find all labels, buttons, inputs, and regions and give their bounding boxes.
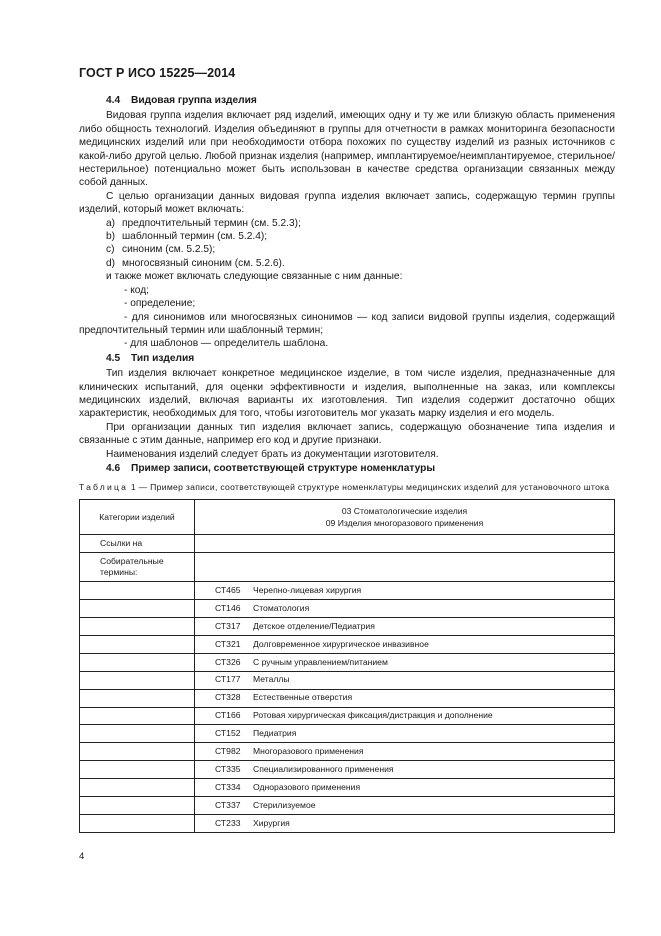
- term-code: СТ334: [215, 781, 241, 792]
- table-cell: [80, 600, 195, 618]
- table-cell: [80, 582, 195, 600]
- table-cell: [195, 671, 615, 689]
- section-title: Видовая группа изделия: [131, 95, 257, 106]
- table-cell: [195, 761, 615, 779]
- table-row: [80, 618, 615, 636]
- term-code: СТ317: [215, 620, 241, 631]
- table-cell: [195, 653, 615, 671]
- list-marker: a): [106, 217, 116, 229]
- dash-item: - определение;: [124, 298, 196, 310]
- table-row: [80, 725, 615, 743]
- table-row: [80, 535, 615, 553]
- term-name: Детское отделение/Педиатрия: [253, 620, 375, 631]
- table-row: [80, 761, 615, 779]
- paragraph: Тип изделия включает конкретное медицинское изделие, в том числе изделия, предназначенные для клинических испытаний, для оценки эффективности и изделия, выполненные на заказ, или комплексы медицинских изделий, включая варианты их изготовления. Тип изделия содержит достаточно общих характеристик, необходимых для того, чтобы изготовитель мог указать марку изделия и его модель.: [79, 368, 615, 420]
- table-row: [80, 553, 615, 582]
- table-header-left: Категории изделий: [80, 500, 195, 535]
- table-cell: [80, 779, 195, 797]
- table-row: [80, 600, 615, 618]
- table-row: [80, 635, 615, 653]
- term-name: Стерилизуемое: [253, 799, 316, 810]
- paragraph: и также может включать следующие связанные с ним данные:: [106, 271, 403, 283]
- paragraph: Видовая группа изделия включает ряд изделий, имеющих одну и ту же или близкую область применения либо общность технологий. Изделия объединяют в группы для отчетности в рамках мониторинга безопасности медицинских изделий или при необходимости отбора похожих по существу изделий из разных источников с какой-либо другой целью. Любой признак изделия (например, имплантируемое/неимплантируемое, стерильное/нестерильное) потенциально может быть использован в качестве средства организации связанных между собой данных.: [79, 110, 615, 189]
- list-item-text: синоним (см. 5.2.5);: [122, 244, 216, 256]
- page-number: 4: [79, 851, 85, 862]
- table-cell: [80, 761, 195, 779]
- table-header-right: [195, 500, 615, 535]
- header-right-line: 03 Стоматологические изделия: [341, 506, 468, 517]
- list-marker: b): [106, 231, 116, 243]
- document-body: [79, 93, 615, 833]
- term-code: СТ465: [215, 585, 241, 595]
- section-heading-4-5: [106, 352, 615, 365]
- table-cell: [195, 725, 615, 743]
- table-cell: [80, 814, 195, 832]
- term-name: Хирургия: [253, 817, 290, 828]
- dash-item: - код;: [124, 284, 150, 296]
- dash-item: - для синонимов или многосвязных синонимов — код записи видовой группы изделия, содержащий предпочтительный термин или шаблонный термин;: [79, 311, 615, 336]
- table-cell: [195, 582, 615, 600]
- term-code: СТ166: [215, 710, 241, 721]
- table-caption: [79, 481, 615, 493]
- table-row: [80, 707, 615, 725]
- term-name: Одноразового применения: [253, 781, 361, 792]
- table-row: [80, 653, 615, 671]
- term-rows: [80, 582, 615, 832]
- term-name: Черепно-лицевая хирургия: [253, 585, 362, 595]
- table-cell: [195, 600, 615, 618]
- section-title: Тип изделия: [131, 352, 195, 364]
- table-cell: [80, 743, 195, 761]
- table-cell: [80, 553, 195, 582]
- table-cell: [195, 707, 615, 725]
- term-name: Металлы: [253, 674, 290, 685]
- term-name: Ротовая хирургическая фиксация/дистракция и дополнение: [253, 710, 493, 721]
- table-row: [80, 796, 615, 814]
- term-code: СТ337: [215, 799, 241, 810]
- term-code: СТ233: [215, 817, 241, 828]
- term-name: Специализированного применения: [253, 763, 394, 774]
- nomenclature-table: [79, 499, 615, 832]
- table-cell: [195, 743, 615, 761]
- table-cell: [80, 707, 195, 725]
- list-marker: c): [106, 244, 115, 256]
- table-cell: [195, 553, 615, 582]
- section-number: 4.5: [106, 352, 121, 364]
- table-cell: [80, 535, 195, 553]
- term-code: СТ982: [215, 746, 241, 757]
- refs-label: Ссылки на: [100, 538, 143, 549]
- table-cell: [195, 618, 615, 636]
- table-cell: [195, 796, 615, 814]
- term-name: Стоматология: [253, 602, 310, 613]
- term-code: СТ328: [215, 692, 241, 703]
- term-name: С ручным управлением/питанием: [253, 656, 388, 667]
- table-cell: [80, 635, 195, 653]
- paragraph: С целью организации данных видовая группа изделия включает запись, содержащую термин группы изделий, который может включать:: [79, 190, 615, 216]
- table-cell: [80, 689, 195, 707]
- list-item: [79, 230, 615, 243]
- table-cell: [195, 779, 615, 797]
- table-cell: [195, 535, 615, 553]
- section-heading-4-6: [106, 462, 615, 475]
- table-caption-text: 1 — Пример записи, соответствующей структуре номенклатуры медицинских изделий для установочного штока: [130, 482, 610, 493]
- table-cell: [80, 618, 195, 636]
- table-caption-prefix: Таблица: [79, 482, 129, 493]
- term-name: Долговременное хирургическое инвазивное: [253, 638, 429, 649]
- table-row: [80, 689, 615, 707]
- dash-item: - для шаблонов — определитель шаблона.: [124, 338, 329, 350]
- term-code: СТ146: [215, 602, 241, 613]
- term-code: СТ177: [215, 674, 241, 685]
- table-cell: [195, 689, 615, 707]
- table-cell: [80, 725, 195, 743]
- table-header-row: [80, 500, 615, 535]
- table-row: [80, 814, 615, 832]
- collective-label: Собирательные термины:: [100, 555, 164, 578]
- table-row: [80, 582, 615, 600]
- document-header: ГОСТ Р ИСО 15225—2014: [79, 66, 236, 80]
- list-item-text: многосвязный синоним (см. 5.2.6).: [122, 257, 285, 269]
- table-cell: [195, 635, 615, 653]
- term-code: СТ321: [215, 638, 241, 649]
- table-row: [80, 671, 615, 689]
- list-item-text: шаблонный термин (см. 5.2.4);: [122, 231, 268, 243]
- table-cell: [195, 814, 615, 832]
- table-cell: [80, 671, 195, 689]
- paragraph: При организации данных тип изделия включает запись, содержащую обозначение типа изделия и связанные с этим данные, например его код и другие признаки.: [79, 421, 615, 447]
- list-item: [79, 217, 615, 230]
- term-name: Педиатрия: [253, 728, 297, 739]
- term-code: СТ335: [215, 763, 241, 774]
- paragraph: Наименования изделий следует брать из документации изготовителя.: [106, 448, 439, 460]
- term-name: Естественные отверстия: [253, 692, 353, 703]
- section-title: Пример записи, соответствующей структуре номенклатуры: [131, 462, 436, 474]
- term-code: СТ152: [215, 728, 241, 739]
- list-item: [79, 257, 615, 270]
- table-row: [80, 779, 615, 797]
- section-heading-4-4: [106, 94, 615, 107]
- list-item: [79, 243, 615, 256]
- table-cell: [80, 653, 195, 671]
- header-right-line: 09 Изделия многоразового применения: [325, 518, 484, 529]
- table-row: [80, 743, 615, 761]
- list-item-text: предпочтительный термин (см. 5.2.3);: [122, 217, 301, 229]
- section-number: 4.6: [106, 462, 121, 474]
- term-name: Многоразового применения: [253, 746, 364, 757]
- term-code: СТ326: [215, 656, 241, 667]
- table-cell: [80, 796, 195, 814]
- section-number: 4.4: [106, 95, 121, 106]
- list-marker: d): [106, 257, 116, 269]
